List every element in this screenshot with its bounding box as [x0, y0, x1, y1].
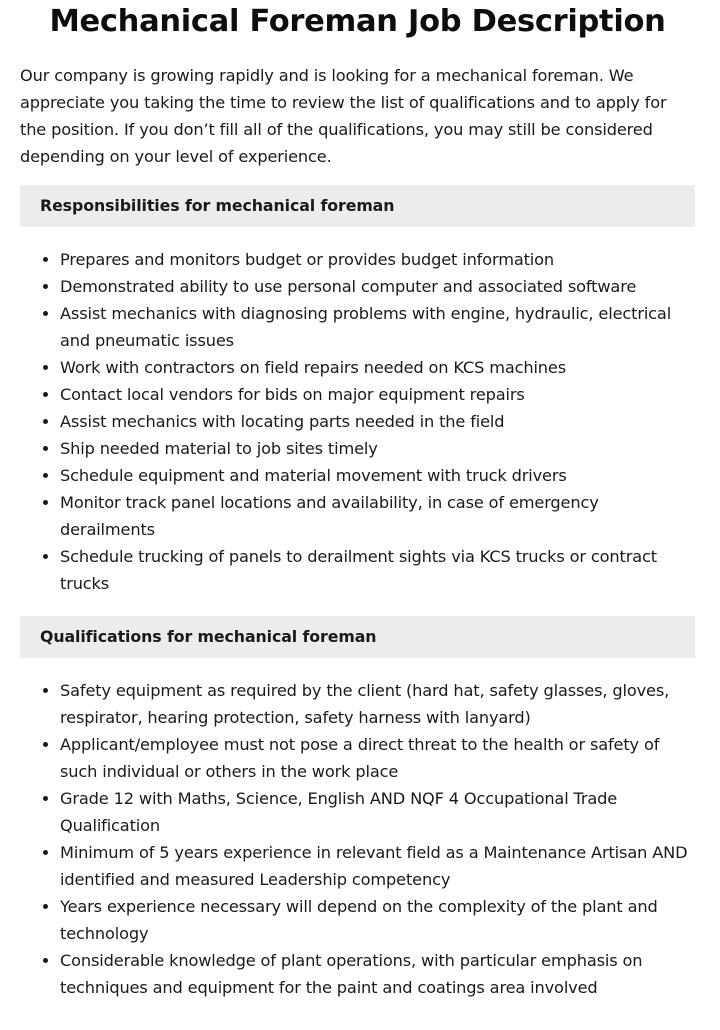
- list-item: Years experience necessary will depend on the complexity of the plant and technology: [60, 893, 695, 947]
- list-item: Safety equipment as required by the client (hard hat, safety glasses, gloves, respirator, hearing protection, safety harness with lanyard): [60, 677, 695, 731]
- responsibilities-heading: Responsibilities for mechanical foreman: [20, 185, 695, 227]
- page-title: Mechanical Foreman Job Description: [49, 4, 666, 39]
- list-item: Monitor track panel locations and availability, in case of emergency derailments: [60, 489, 695, 543]
- list-item: Grade 12 with Maths, Science, English AND NQF 4 Occupational Trade Qualification: [60, 785, 695, 839]
- qualifications-list: [20, 677, 695, 1001]
- list-item: Minimum of 5 years experience in relevant field as a Maintenance Artisan AND identified and measured Leadership competency: [60, 839, 695, 893]
- qualifications-heading: Qualifications for mechanical foreman: [20, 616, 695, 658]
- list-item: Assist mechanics with locating parts needed in the field: [60, 408, 695, 435]
- list-item: Schedule trucking of panels to derailment sights via KCS trucks or contract trucks: [60, 543, 695, 597]
- list-item: Ship needed material to job sites timely: [60, 435, 695, 462]
- list-item: Applicant/employee must not pose a direct threat to the health or safety of such individual or others in the work place: [60, 731, 695, 785]
- list-item: Work with contractors on field repairs needed on KCS machines: [60, 354, 695, 381]
- intro-paragraph: Our company is growing rapidly and is looking for a mechanical foreman. We appreciate you taking the time to review the list of qualifications and to apply for the position. If you don’t fill all of the qualifications, you may still be considered depending on your level of experience.: [20, 66, 667, 166]
- responsibilities-list: [20, 246, 695, 597]
- list-item: Demonstrated ability to use personal computer and associated software: [60, 273, 695, 300]
- list-item: Contact local vendors for bids on major equipment repairs: [60, 381, 695, 408]
- list-item: Schedule equipment and material movement with truck drivers: [60, 462, 695, 489]
- list-item: Considerable knowledge of plant operations, with particular emphasis on techniques and equipment for the paint and coatings area involved: [60, 947, 695, 1001]
- list-item: Assist mechanics with diagnosing problems with engine, hydraulic, electrical and pneumatic issues: [60, 300, 695, 354]
- list-item: Prepares and monitors budget or provides budget information: [60, 246, 695, 273]
